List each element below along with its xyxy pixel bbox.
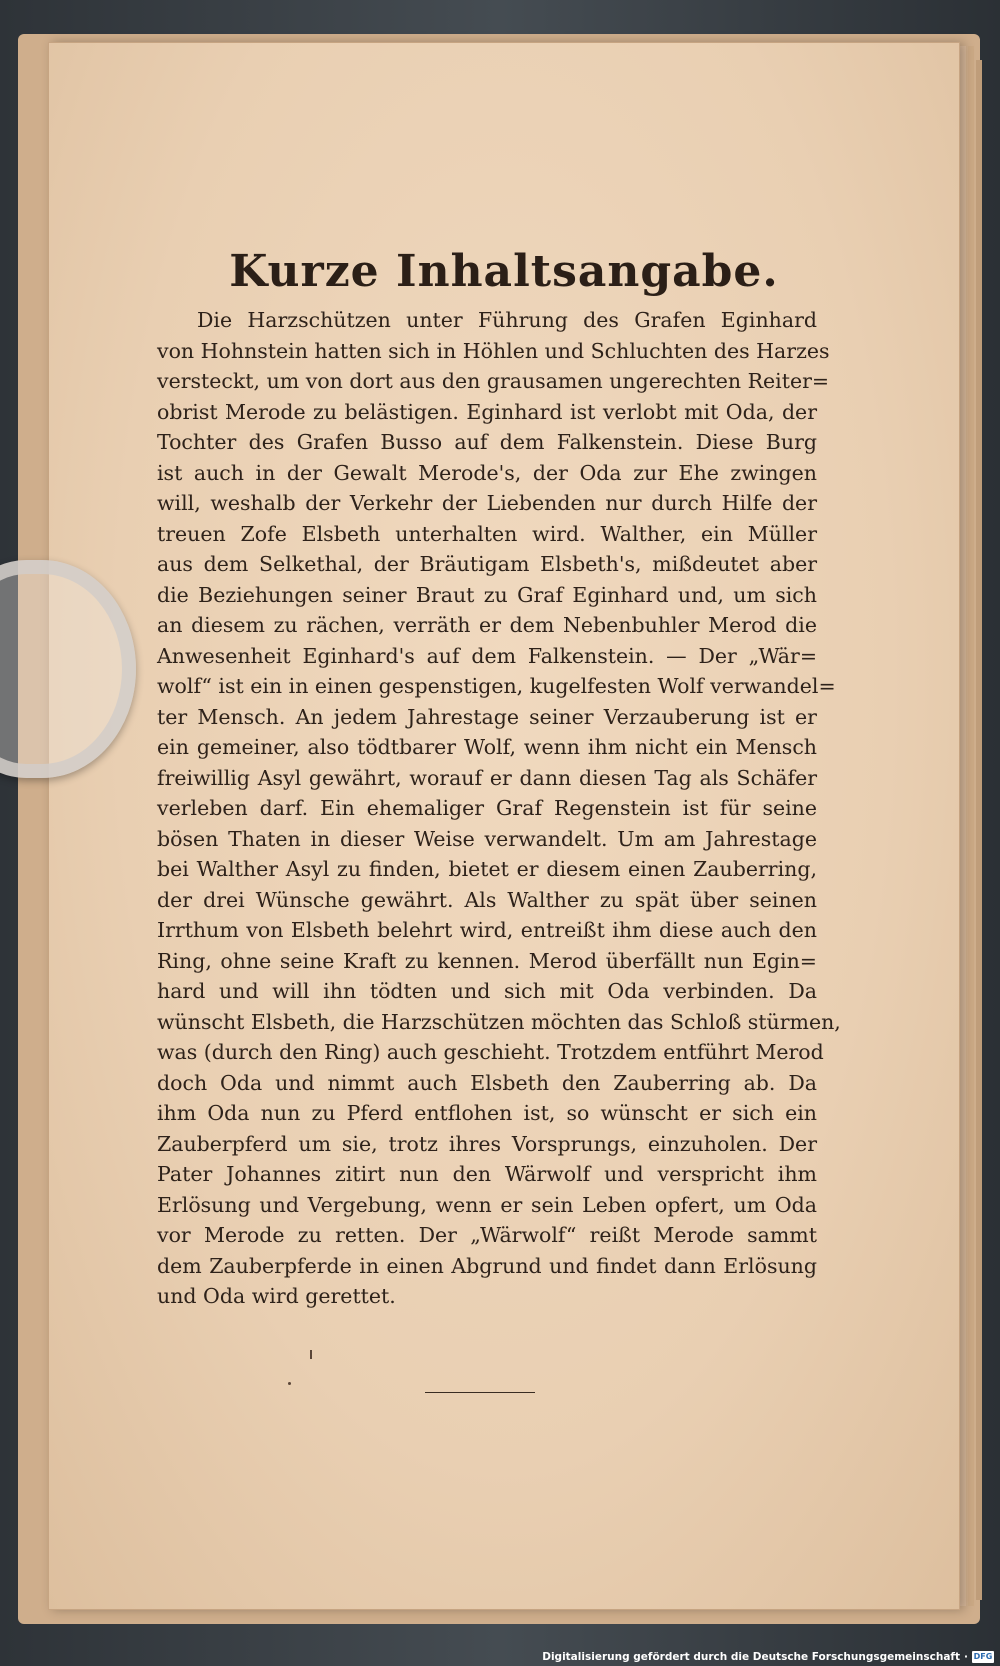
text-line: Die Harzschützen unter Führung des Grafen Eginhard (197, 308, 817, 332)
text-line: Anwesenheit Eginhard's auf dem Falkenstein. — Der „Wär= (157, 643, 817, 668)
text-line: ter Mensch. An jedem Jahrestage seiner Verzauberung ist er (157, 704, 817, 729)
text-line: an diesem zu rächen, verräth er dem Nebenbuhler Merod die (157, 613, 817, 637)
text-line: will, weshalb der Verkehr der Liebenden nur durch Hilfe der (157, 491, 817, 515)
text-line: von Hohnstein hatten sich in Höhlen und Schluchten des Harzes (157, 338, 830, 363)
text-line: Irrthum von Elsbeth belehrt wird, entreißt ihm diese auch den (157, 918, 817, 942)
text-line: Pater Johannes zitirt nun den Wärwolf und verspricht ihm (157, 1162, 817, 1186)
credit-text: Digitalisierung gefördert durch die Deutsche Forschungsgemeinschaft (542, 1651, 960, 1663)
text-line: und Oda wird gerettet. (157, 1284, 396, 1308)
closing-rule (425, 1392, 535, 1393)
text-line: ist auch in der Gewalt Merode's, der Oda zur Ehe zwingen (157, 460, 817, 485)
text-line: Erlösung und Vergebung, wenn er sein Leben opfert, um Oda (157, 1192, 817, 1217)
text-line: ihm Oda nun zu Pferd entflohen ist, so wünscht er sich ein (157, 1101, 817, 1125)
credit-separator: · (964, 1651, 968, 1663)
text-line: vor Merode zu retten. Der „Wärwolf“ reißt Merode sammt (157, 1223, 817, 1247)
text-line: freiwillig Asyl gewährt, worauf er dann diesen Tag als Schäfer (157, 765, 817, 790)
text-line: was (durch den Ring) auch geschieht. Trotzdem entführt Merod (157, 1040, 824, 1064)
page-edge (960, 46, 966, 1606)
text-line: Zauberpferd um sie, trotz ihres Vorsprungs, einzuholen. Der (157, 1131, 817, 1156)
text-line: aus dem Selkethal, der Bräutigam Elsbeth's, mißdeutet aber (157, 552, 817, 576)
text-line: die Beziehungen seiner Braut zu Graf Eginhard und, um sich (157, 582, 817, 607)
text-line: verleben darf. Ein ehemaliger Graf Regenstein ist für seine (157, 796, 817, 820)
text-line: bösen Thaten in dieser Weise verwandelt. Um am Jahrestage (157, 826, 817, 851)
text-line: bei Walther Asyl zu finden, bietet er diesem einen Zauberring, (157, 857, 817, 881)
page-edge (968, 46, 974, 1606)
page-title: Kurze Inhaltsangabe. (229, 246, 779, 297)
text-line: obrist Merode zu belästigen. Eginhard ist verlobt mit Oda, der (157, 399, 817, 424)
text-line: doch Oda und nimmt auch Elsbeth den Zauberring ab. Da (157, 1070, 817, 1095)
text-line: Ring, ohne seine Kraft zu kennen. Merod überfällt nun Egin= (157, 948, 817, 973)
page-edge (976, 60, 982, 1600)
text-line: versteckt, um von dort aus den grausamen ungerechten Reiter= (157, 369, 830, 393)
text-line: der drei Wünsche gewährt. Als Walther zu spät über seinen (157, 887, 817, 912)
text-line: Tochter des Grafen Busso auf dem Falkenstein. Diese Burg (157, 430, 817, 454)
text-line: hard und will ihn tödten und sich mit Oda verbinden. Da (157, 979, 817, 1003)
dfg-logo-icon: DFG (973, 1652, 993, 1661)
digitization-credit (542, 1648, 994, 1666)
summary-paragraph (157, 305, 841, 1312)
text-line: wünscht Elsbeth, die Harzschützen möchten das Schloß stürmen, (157, 1009, 841, 1034)
ink-speck (310, 1350, 312, 1359)
ink-speck (288, 1382, 291, 1385)
text-line: treuen Zofe Elsbeth unterhalten wird. Walther, ein Müller (157, 521, 817, 546)
text-line: ein gemeiner, also tödtbarer Wolf, wenn ihm nicht ein Mensch (157, 735, 817, 759)
text-line: wolf“ ist ein in einen gespenstigen, kugelfesten Wolf verwandel= (157, 674, 836, 698)
text-line: dem Zauberpferde in einen Abgrund und findet dann Erlösung (157, 1253, 817, 1278)
